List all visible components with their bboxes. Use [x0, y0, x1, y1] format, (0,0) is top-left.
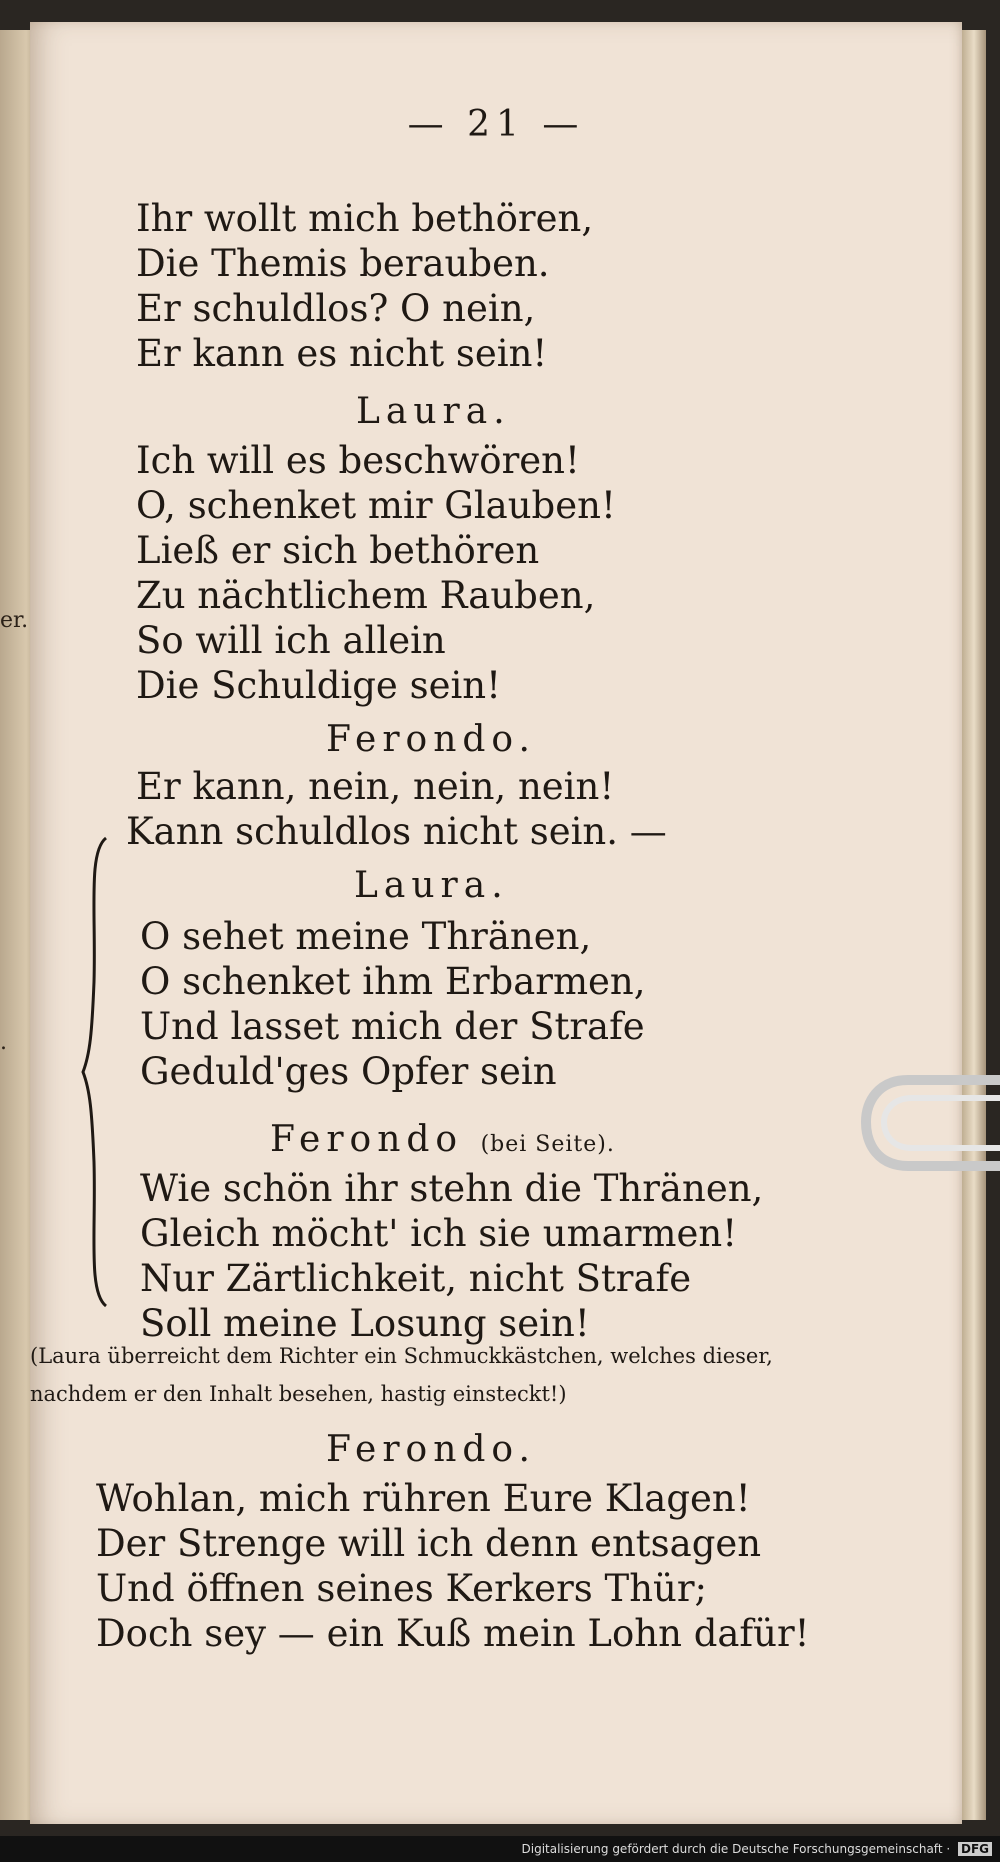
verse-line: Gleich möcht' ich sie umarmen! [140, 1212, 738, 1255]
verse-line: Und lasset mich der Strafe [140, 1005, 645, 1048]
speaker-name: Ferondo. [326, 719, 536, 760]
verse-line: Wie schön ihr stehn die Thränen, [140, 1167, 764, 1210]
verse-line: Der Strenge will ich denn entsagen [96, 1522, 762, 1565]
verse-line: Wohlan, mich rühren Eure Klagen! [96, 1477, 751, 1520]
page-content [30, 22, 962, 1824]
stage-direction: nachdem er den Inhalt besehen, hastig einsteckt!) [30, 1382, 567, 1406]
verse-line: O, schenket mir Glauben! [136, 484, 616, 527]
verse-line: Die Schuldige sein! [136, 664, 501, 707]
verse-line: Kann schuldlos nicht sein. — [126, 810, 667, 853]
verse-line: Doch sey — ein Kuß mein Lohn dafür! [96, 1612, 810, 1655]
digitization-footer [0, 1836, 1000, 1862]
paper-clip-icon [848, 1058, 1000, 1188]
verse-line: Er schuldlos? O nein, [136, 287, 536, 330]
verse-line: Er kann es nicht sein! [136, 332, 548, 375]
verse-line: Und öffnen seines Kerkers Thür; [96, 1567, 708, 1610]
book-page [30, 22, 962, 1824]
verse-line: Er kann, nein, nein, nein! [136, 765, 615, 808]
verse-line: Zu nächtlichem Rauben, [136, 574, 596, 617]
verse-line: Die Themis berauben. [136, 242, 550, 285]
verse-line: Ich will es beschwören! [136, 439, 580, 482]
speaker-label: Ferondo [270, 1119, 464, 1160]
stage-aside: (bei Seite). [480, 1132, 615, 1157]
curly-brace-icon [80, 832, 110, 1312]
speaker-name: Laura. [356, 391, 511, 432]
verse-line: Nur Zärtlichkeit, nicht Strafe [140, 1257, 692, 1300]
page-stack-edge [962, 30, 986, 1820]
verse-line: O sehet meine Thränen, [140, 915, 592, 958]
stage-direction: (Laura überreicht dem Richter ein Schmuckkästchen, welches dieser, [30, 1344, 773, 1368]
verse-line: Soll meine Losung sein! [140, 1302, 590, 1345]
speaker-name [270, 1119, 615, 1160]
verse-line: O schenket ihm Erbarmen, [140, 960, 646, 1003]
speaker-name: Laura. [354, 865, 509, 906]
facing-page-fragment: er. [0, 608, 29, 633]
verse-line: So will ich allein [136, 619, 446, 662]
facing-page-fragment: . [0, 1030, 7, 1055]
verse-line: Geduld'ges Opfer sein [140, 1050, 557, 1093]
speaker-name: Ferondo. [326, 1429, 536, 1470]
dfg-logo: DFG [958, 1842, 992, 1856]
verse-line: Ihr wollt mich bethören, [136, 197, 594, 240]
footer-credit: Digitalisierung gefördert durch die Deutsche Forschungsgemeinschaft · [521, 1842, 951, 1856]
verse-line: Ließ er sich bethören [136, 529, 540, 572]
page-number: — 21 — [407, 104, 585, 145]
